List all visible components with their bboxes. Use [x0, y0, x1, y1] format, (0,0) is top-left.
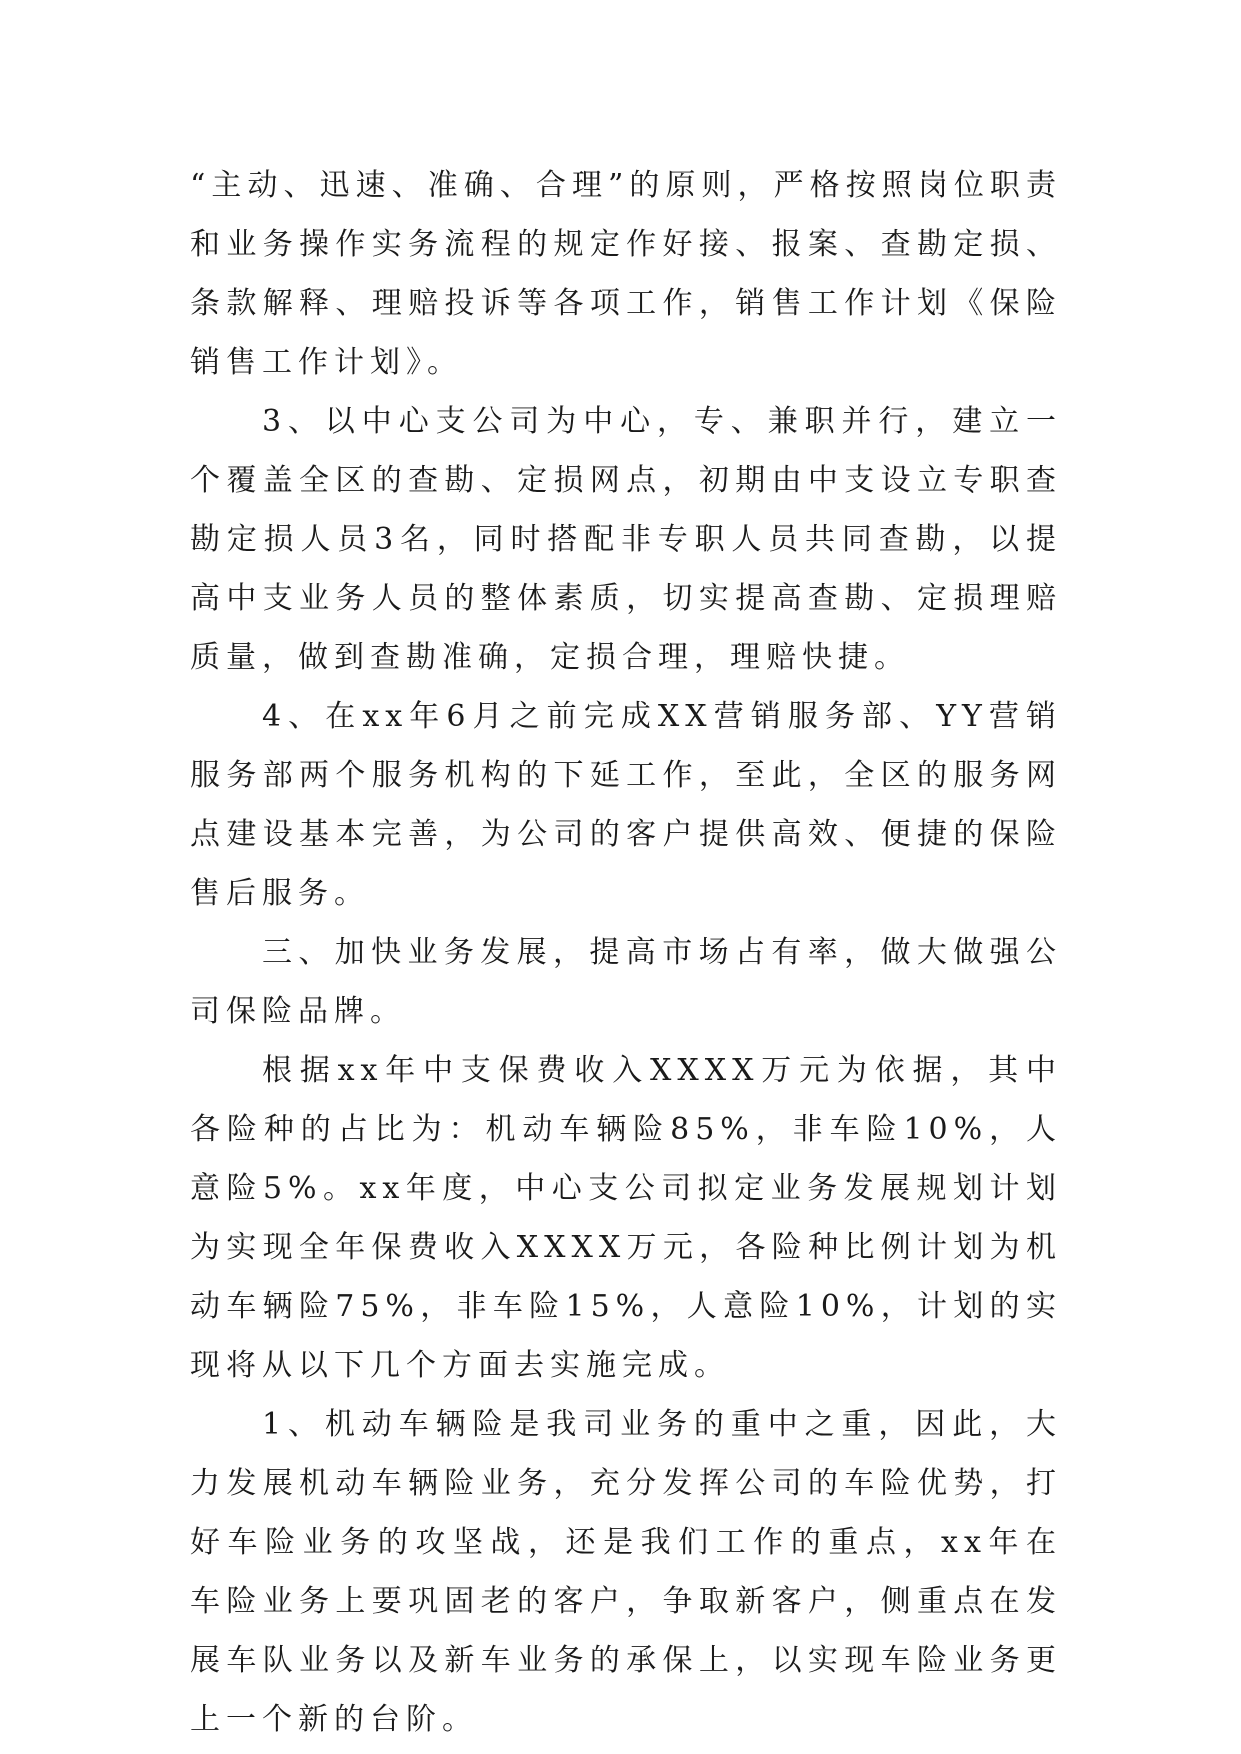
paragraph-principle: “主动、迅速、准确、合理”的原则，严格按照岗位职责和业务操作实务流程的规定作好接、报案、查勘定损、条款解释、理赔投诉等各项工作，销售工作计划《保险销售工作计划》。 — [190, 168, 1062, 380]
paragraph-item-4-service-outlets: 4、在xx年6月之前完成XX营销服务部、YY营销服务部两个服务机构的下延工作，至此，全区的服务网点建设基本完善，为公司的客户提供高效、便捷的保险售后服务。 — [190, 699, 1062, 911]
paragraph-item-3-survey-network: 3、以中心支公司为中心，专、兼职并行，建立一个覆盖全区的查勘、定损网点，初期由中支设立专职查勘定损人员3名，同时搭配非专职人员共同查勘，以提高中支业务人员的整体素质，切实提高查勘、定损理赔质量，做到查勘准确，定损合理，理赔快捷。 — [190, 404, 1062, 675]
paragraph-premium-plan: 根据xx年中支保费收入XXXX万元为依据，其中各险种的占比为：机动车辆险85%，非车险10%，人意险5%。xx年度，中心支公司拟定业务发展规划计划为实现全年保费收入XXXX万元，各险种比例计划为机动车辆险75%，非车险15%，人意险10%，计划的实现将从以下几个方面去实施完成。 — [190, 1053, 1062, 1383]
section-heading-business-development: 三、加快业务发展，提高市场占有率，做大做强公司保险品牌。 — [190, 935, 1062, 1029]
paragraph-item-1-motor-insurance: 1、机动车辆险是我司业务的重中之重，因此，大力发展机动车辆险业务，充分发挥公司的车险优势，打好车险业务的攻坚战，还是我们工作的重点，xx年在车险业务上要巩固老的客户，争取新客户，侧重点在发展车队业务以及新车业务的承保上，以实现车险业务更上一个新的台阶。 — [190, 1407, 1062, 1737]
document-body — [190, 156, 1062, 1749]
